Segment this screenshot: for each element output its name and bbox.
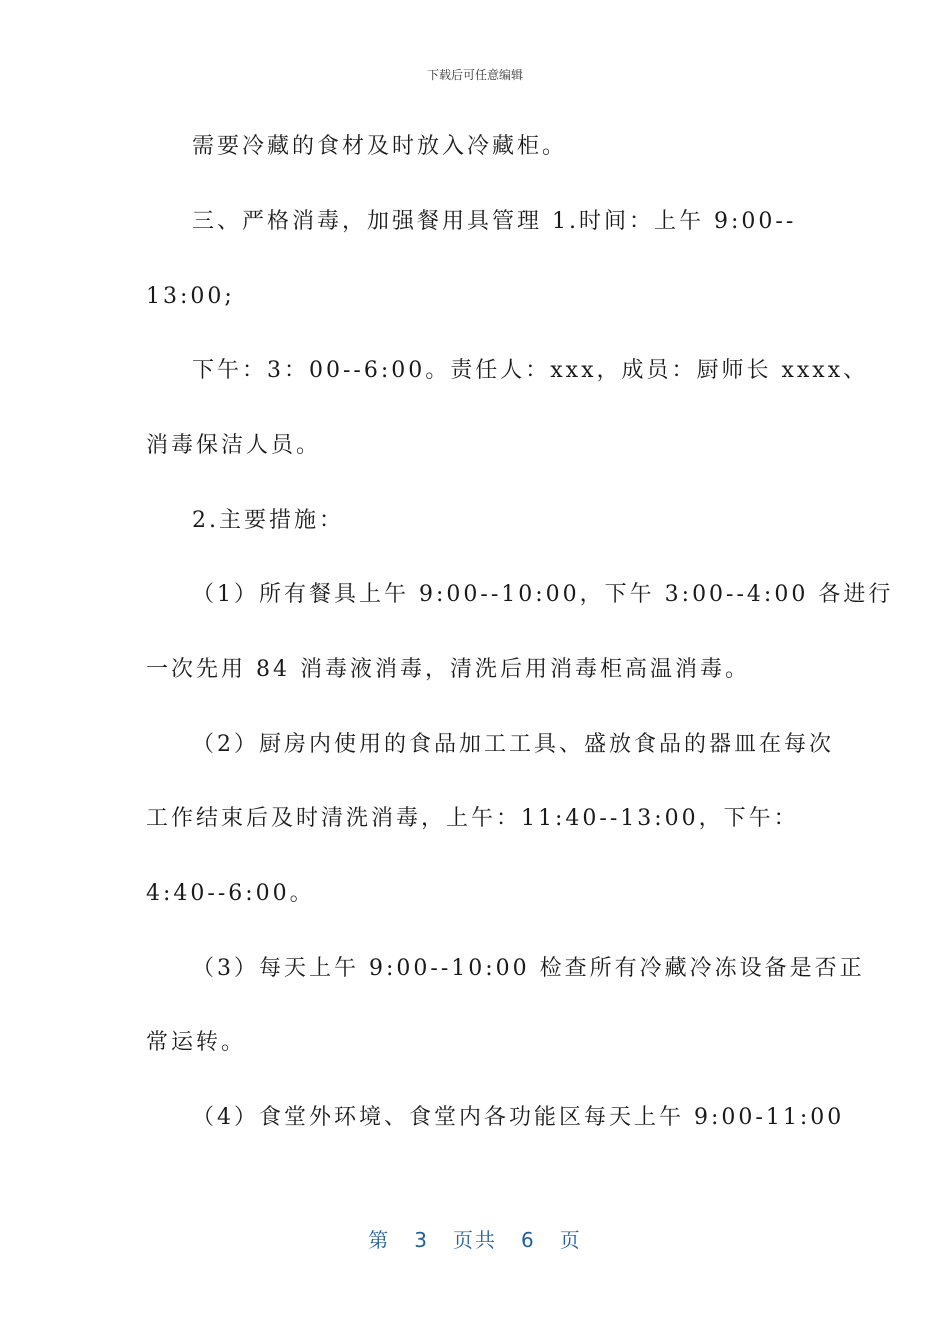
text-line: （4）食堂外环境、食堂内各功能区每天上午 9:00-11:00 — [192, 1105, 845, 1130]
text-line: 需要冷藏的食材及时放入冷藏柜。 — [192, 134, 568, 159]
text-line: 2.主要措施： — [192, 508, 344, 533]
footer-prefix: 第 — [368, 1228, 391, 1252]
page-footer — [0, 1224, 950, 1253]
footer-suffix: 页 — [559, 1228, 582, 1252]
text-line: （2）厨房内使用的食品加工工具、盛放食品的器皿在每次 — [192, 732, 834, 757]
text-line: （3）每天上午 9:00--10:00 检查所有冷藏冷冻设备是否正 — [192, 956, 865, 981]
text-line: （1）所有餐具上午 9:00--10:00，下午 3:00--4:00 各进行 — [192, 582, 894, 607]
text-line: 三、严格消毒，加强餐用具管理 1.时间：上午 9:00-- — [192, 209, 797, 234]
text-line: 消毒保洁人员。 — [146, 433, 322, 458]
text-line: 常运转。 — [146, 1030, 247, 1055]
text-line: 一次先用 84 消毒液消毒，清洗后用消毒柜高温消毒。 — [146, 657, 750, 682]
text-line: 13:00; — [146, 284, 235, 309]
text-line: 4:40--6:00。 — [146, 881, 315, 906]
footer-total-pages: 6 — [521, 1228, 536, 1252]
text-line: 工作结束后及时清洗消毒，上午：11:40--13:00，下午： — [146, 806, 799, 831]
text-line: 下午：3：00--6:00。责任人：xxx，成员：厨师长 xxxx、 — [192, 358, 869, 383]
footer-middle: 页共 — [453, 1228, 497, 1252]
footer-current-page: 3 — [414, 1228, 429, 1252]
header-note: 下载后可任意编辑 — [426, 68, 523, 82]
